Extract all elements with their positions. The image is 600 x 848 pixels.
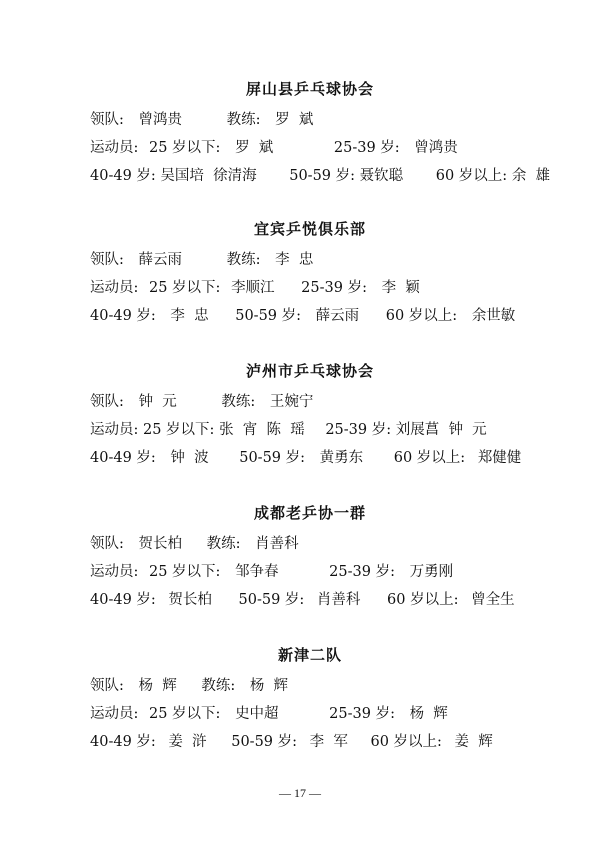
under-25-names: 李顺江 [231,280,275,296]
coach-name: 罗 斌 [275,112,314,128]
team-title: 屏山县乒乓球协会 [245,80,374,98]
athletes-label: 运动员: [90,706,139,722]
athletes-label: 运动员: [90,280,139,296]
age-40-49-names: 贺长柏 [168,592,212,608]
team-section [90,74,551,190]
coach-label: 教练: [221,394,256,410]
athletes-label: 运动员: [90,140,139,156]
age-40-49-label: 40-49 岁: [90,168,156,184]
age-60-plus-names: 余 雄 [511,168,551,184]
age-40-49-label: 40-49 岁: [90,450,156,466]
age-25-39-label: 25-39 岁: [333,140,400,156]
age-60-plus-label: 60 岁以上: [385,308,458,324]
athletes-row [90,558,530,586]
under-25-label: 25 岁以下: [149,706,221,722]
age-25-39-label: 25-39 岁: [301,280,367,296]
leader-label: 领队: [90,678,124,694]
age-40-49-names: 姜 浒 [168,734,207,750]
age-60-plus-names: 曾全生 [471,592,515,608]
team-title: 成都老乒协一群 [253,504,366,522]
age-50-59-label: 50-59 岁: [239,450,306,466]
age-25-39-names: 万勇刚 [409,564,454,580]
age-40-49-label: 40-49 岁: [90,308,156,324]
team-section [90,640,530,756]
leader-coach-row [90,246,530,274]
coach-name: 李 忠 [275,252,314,268]
leader-label: 领队: [90,394,124,410]
leader-coach-row [90,106,530,134]
under-25-names: 史中超 [235,706,279,722]
team-title: 泸州市乒乓球协会 [245,362,374,380]
age-25-39-label: 25-39 岁: [325,422,392,438]
athletes-row [90,134,530,162]
under-25-label: 25 岁以下: [149,140,221,156]
age-40-49-names: 吴国培 徐清海 [160,168,257,184]
leader-name: 贺长柏 [138,536,182,552]
leader-name: 薛云雨 [138,252,182,268]
age-25-39-names: 杨 辉 [409,706,448,722]
age-40-49-label: 40-49 岁: [90,592,156,608]
age-50-59-names: 李 军 [309,734,348,750]
coach-name: 王婉宁 [269,394,314,410]
age-60-plus-label: 60 岁以上: [393,450,466,466]
coach-name: 杨 辉 [249,678,289,694]
under-25-names: 邹争春 [235,564,279,580]
athletes-label: 运动员: [90,564,139,580]
under-25-label: 25 岁以下: [149,280,221,296]
athletes-row [90,416,530,444]
age-25-39-names: 李 颖 [381,280,420,296]
leader-label: 领队: [90,252,124,268]
age-50-59-label: 50-59 岁: [289,168,356,184]
coach-label: 教练: [206,536,241,552]
athletes-row [90,274,530,302]
leader-label: 领队: [90,536,124,552]
age-50-59-label: 50-59 岁: [235,308,302,324]
athletes-row [90,700,530,728]
under-25-label: 25 岁以下: [149,564,221,580]
age-60-plus-label: 60 岁以上: [435,168,508,184]
leader-name: 杨 辉 [138,678,177,694]
under-25-names: 罗 斌 [235,140,274,156]
team-section [90,498,530,614]
leader-name: 钟 元 [138,394,177,410]
age-50-59-names: 聂钦聪 [359,168,404,184]
coach-name: 肖善科 [255,536,299,552]
age-50-59-names: 肖善科 [316,592,361,608]
age-50-59-label: 50-59 岁: [231,734,298,750]
age-40-49-names: 钟 波 [170,450,209,466]
age-60-plus-names: 余世敏 [471,308,516,324]
coach-label: 教练: [226,112,261,128]
older-athletes-row [90,302,530,330]
leader-label: 领队: [90,112,124,128]
age-40-49-label: 40-49 岁: [90,734,156,750]
age-50-59-names: 黄勇东 [319,450,364,466]
older-athletes-row [90,444,530,472]
older-athletes-row [90,728,530,756]
coach-label: 教练: [226,252,261,268]
age-60-plus-names: 郑健健 [477,450,522,466]
older-athletes-row [90,586,530,614]
age-50-59-label: 50-59 岁: [238,592,305,608]
age-60-plus-label: 60 岁以上: [387,592,459,608]
team-title: 新津二队 [277,646,342,664]
leader-coach-row [90,672,530,700]
team-title: 宜宾乒悦俱乐部 [253,220,366,238]
leader-name: 曾鸿贵 [138,112,182,128]
team-section [90,356,530,472]
age-25-39-names: 刘展菖 钟 元 [395,422,487,438]
leader-coach-row [90,388,530,416]
age-60-plus-names: 姜 辉 [454,734,493,750]
page-number: — 17 — [279,786,321,800]
coach-label: 教练: [201,678,236,694]
older-athletes-row [90,162,551,190]
age-25-39-names: 曾鸿贵 [414,140,458,156]
leader-coach-row [90,530,530,558]
athletes-label: 运动员: [90,422,139,438]
age-50-59-names: 薛云雨 [315,308,360,324]
under-25-label: 25 岁以下: [143,422,215,438]
age-25-39-label: 25-39 岁: [329,564,395,580]
team-section [90,214,530,330]
age-60-plus-label: 60 岁以上: [370,734,442,750]
age-40-49-names: 李 忠 [170,308,209,324]
age-25-39-label: 25-39 岁: [329,706,395,722]
under-25-names: 张 宵 陈 瑶 [219,422,305,438]
